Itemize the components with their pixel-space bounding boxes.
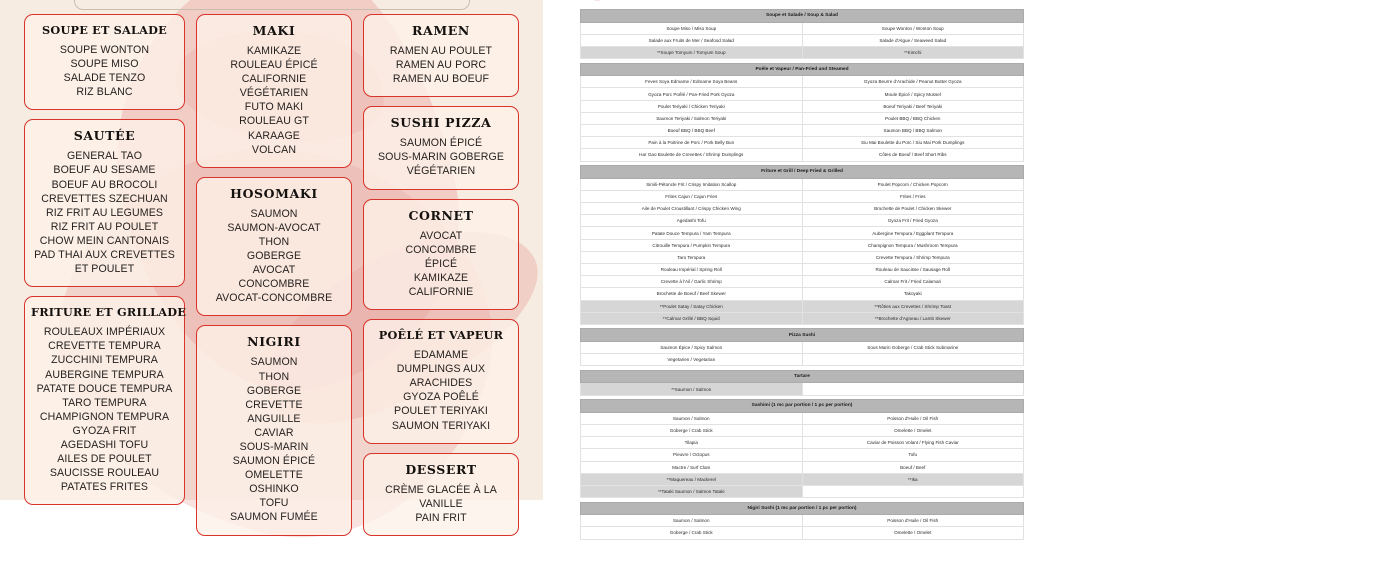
menu-category-title: MAKI bbox=[252, 23, 296, 38]
menu-item-cell: Aubergine Tempura / Eggplant Tempura bbox=[802, 227, 1024, 239]
table-row bbox=[581, 149, 1024, 161]
menu-category-card bbox=[363, 453, 519, 536]
menu-item-cell: Saumon / Salmon bbox=[581, 412, 803, 424]
table-row bbox=[581, 473, 1024, 485]
menu-item-cell: Moule Épicé / Spicy Mussel bbox=[802, 88, 1024, 100]
table-row bbox=[581, 461, 1024, 473]
menu-item: KAMIKAZE bbox=[246, 45, 302, 57]
menu-item-cell: Brochette de Poulet / Chicken Skewer bbox=[802, 203, 1024, 215]
menu-item: PATATES FRITES bbox=[60, 481, 149, 494]
table-section-header: Sashimi (1 mc par portion / 1 pc per portion) bbox=[581, 400, 1024, 413]
table-section-header-row bbox=[581, 63, 1024, 76]
menu-item: BOEUF AU SESAME bbox=[53, 164, 156, 177]
menu-category-title: DESSERT bbox=[405, 461, 477, 477]
menu-table bbox=[580, 9, 1024, 540]
table-section-header: Soupe et Salade / Soup & Salad bbox=[581, 10, 1024, 23]
menu-item: TARO TEMPURA bbox=[62, 396, 147, 409]
menu-item: CREVETTE bbox=[245, 398, 303, 411]
table-row bbox=[581, 46, 1024, 58]
menu-item-cell: **Rôties aux Crevettes / Shrimp Toast bbox=[802, 300, 1024, 312]
table-section-header: Pizza Sushi bbox=[581, 329, 1024, 342]
menu-item-cell: Saumon Épice / Spicy Salmon bbox=[581, 342, 803, 354]
table-section-header-row bbox=[581, 166, 1024, 179]
menu-column bbox=[363, 14, 519, 524]
menu-item: POULET TERIYAKI bbox=[394, 405, 488, 418]
menu-item-cell: **Kimchi bbox=[802, 46, 1024, 58]
menu-item: SOUPE MISO bbox=[70, 58, 139, 71]
poster-header-frame bbox=[74, 0, 470, 10]
menu-item: TOFU bbox=[259, 497, 289, 510]
menu-item-cell: Saumon BBQ / BBQ Salmon bbox=[802, 125, 1024, 137]
menu-item: SAUMON ÉPICÉ bbox=[232, 455, 316, 468]
menu-item: AUBERGINE TEMPURA bbox=[45, 368, 164, 381]
menu-item: GOBERGE bbox=[246, 250, 302, 263]
menu-category-title: NIGIRI bbox=[247, 334, 301, 350]
menu-item: ET POULET bbox=[74, 263, 135, 276]
menu-item: RIZ BLANC bbox=[76, 86, 133, 99]
table-row bbox=[581, 215, 1024, 227]
menu-item: CHAMPIGNON TEMPURA bbox=[39, 410, 170, 423]
table-row bbox=[581, 300, 1024, 312]
menu-item-cell: Poulet Teriyaki / Chicken Teriyaki bbox=[581, 100, 803, 112]
menu-item: AVOCAT bbox=[252, 264, 296, 277]
menu-item: KARAAGE bbox=[248, 129, 300, 142]
menu-item: ARACHIDES bbox=[409, 377, 473, 390]
menu-item: GENERAL TAO bbox=[66, 150, 143, 163]
menu-item: SAUMON TERIYAKI bbox=[391, 419, 491, 432]
menu-item-cell: Simili-Pétoncle Frit / Crispy Imitation Scallop bbox=[581, 178, 803, 190]
menu-item: GOBERGE bbox=[246, 384, 302, 397]
menu-item-cell: Patate Douce Tempura / Yam Tempura bbox=[581, 227, 803, 239]
menu-category-title: SAUTÉE bbox=[73, 128, 136, 144]
table-row bbox=[581, 412, 1024, 424]
menu-item-cell: Feves Soya Edmame / Edmame Soya Beans bbox=[581, 76, 803, 88]
menu-category-card bbox=[24, 119, 185, 287]
menu-item-cell: Salade aux Fruits de Mer / Seafood Salad bbox=[581, 34, 803, 46]
table-section-header: Friture et Grill / Deep Fried & Grilled bbox=[581, 166, 1024, 179]
menu-item: CREVETTE TEMPURA bbox=[48, 340, 161, 353]
menu-item-cell: Vegetarien / Vegetarian bbox=[581, 354, 803, 366]
menu-category-card bbox=[24, 14, 185, 110]
menu-item: KAMIKAZE bbox=[413, 271, 469, 284]
menu-category-card bbox=[363, 14, 519, 97]
menu-item-cell: Boeuf Teriyaki / Beef Teriyaki bbox=[802, 100, 1024, 112]
table-section-header: Poêle et Vapeur / Pan-Fried and Steamed bbox=[581, 63, 1024, 76]
menu-item-cell: Siu Mai Boulette du Porc / Siu Mai Pork Dumplings bbox=[802, 137, 1024, 149]
table-row bbox=[581, 276, 1024, 288]
table-row bbox=[581, 449, 1024, 461]
menu-item-cell: Mactre / Surf Clam bbox=[581, 461, 803, 473]
table-section-header: Tartare bbox=[581, 370, 1024, 383]
menu-item-cell: Salade d'Algue / Seaweed Salad bbox=[802, 34, 1024, 46]
menu-item-cell: Citrouille Tempura / Pumpkin Tempura bbox=[581, 239, 803, 251]
table-row bbox=[581, 76, 1024, 88]
menu-item-cell: **Saumon / Salmon bbox=[581, 383, 803, 395]
menu-item: SOUPE WONTON bbox=[59, 44, 150, 56]
menu-item-cell: **Maquereau / Mackerel bbox=[581, 473, 803, 485]
menu-item: CREVETTES SZECHUAN bbox=[41, 192, 168, 205]
table-section-header-row bbox=[581, 502, 1024, 515]
menu-item-cell: Takoyaki bbox=[802, 288, 1024, 300]
menu-item: RAMEN AU POULET bbox=[389, 45, 493, 57]
table-row bbox=[581, 485, 1024, 497]
menu-category-card bbox=[24, 296, 185, 505]
menu-category-card bbox=[363, 106, 519, 189]
menu-category-title: RAMEN bbox=[412, 23, 470, 38]
menu-item-cell bbox=[802, 485, 1024, 497]
table-row bbox=[581, 424, 1024, 436]
table-section-header-row bbox=[581, 329, 1024, 342]
menu-item-cell: Brochette de Boeuf / Beef Skewer bbox=[581, 288, 803, 300]
menu-item-cell: Omelette / Omelet bbox=[802, 424, 1024, 436]
menu-item: CONCOMBRE bbox=[405, 243, 477, 256]
menu-item-cell: **Soupe Tomyum / Tomyum Soup bbox=[581, 46, 803, 58]
table-row bbox=[581, 437, 1024, 449]
menu-item-cell: Saumon / Salmon bbox=[581, 515, 803, 527]
menu-item: AILES DE POULET bbox=[57, 453, 152, 466]
menu-item: VÉGÉTARIEN bbox=[239, 87, 309, 100]
menu-item-cell: Crevette Tempura / Shrimp Tempura bbox=[802, 251, 1024, 263]
menu-item-cell: Poulet Popcorn / Chicken Popcorn bbox=[802, 178, 1024, 190]
menu-item-cell: Champignon Tempura / Mushroom Tempura bbox=[802, 239, 1024, 251]
menu-item: SAUMON bbox=[250, 207, 298, 220]
menu-item-cell: Poulet BBQ / BBQ Chicken bbox=[802, 112, 1024, 124]
menu-item-cell: Tilapia bbox=[581, 437, 803, 449]
menu-item-cell: **Tataki Saumon / Salmon Tataki bbox=[581, 485, 803, 497]
table-row bbox=[581, 88, 1024, 100]
menu-item: SOUS-MARIN bbox=[239, 440, 309, 453]
menu-item-cell: Frites / Fries bbox=[802, 190, 1024, 202]
menu-item: ANGUILLE bbox=[247, 412, 301, 425]
menu-item: ÉPICÉ bbox=[424, 257, 458, 270]
menu-category-card bbox=[196, 177, 352, 317]
menu-item: SAUMON FUMÉE bbox=[230, 511, 318, 524]
menu-item-cell: Har Gao Boulette de Crevettes / Shrimp Dumplings bbox=[581, 149, 803, 161]
menu-item: VÉGÉTARIEN bbox=[406, 165, 476, 178]
menu-item-cell: Sous Marin Goberge / Crab Stick Submarine bbox=[802, 342, 1024, 354]
menu-item: SAUMON ÉPICÉ bbox=[399, 137, 483, 150]
menu-item: CHOW MEIN CANTONAIS bbox=[39, 234, 170, 247]
menu-item: GYOZA FRIT bbox=[72, 424, 137, 437]
menu-item: VANILLE bbox=[419, 497, 463, 510]
menu-item: RAMEN AU PORC bbox=[395, 59, 487, 72]
table-row bbox=[581, 34, 1024, 46]
menu-item: SAUMON bbox=[250, 356, 298, 369]
menu-item: CALIFORNIE bbox=[408, 285, 474, 298]
menu-category-card bbox=[363, 199, 519, 310]
menu-item-cell bbox=[802, 383, 1024, 395]
table-section-header-row bbox=[581, 370, 1024, 383]
table-row bbox=[581, 515, 1024, 527]
menu-category-title: SUSHI PIZZA bbox=[390, 115, 492, 131]
table-row bbox=[581, 383, 1024, 395]
menu-item: AVOCAT bbox=[419, 229, 463, 242]
table-row bbox=[581, 178, 1024, 190]
table-row bbox=[581, 342, 1024, 354]
menu-category-title: POÊLÉ ET VAPEUR bbox=[378, 328, 504, 343]
menu-item-cell: Crevette à l'Ail / Garlic Shrimp bbox=[581, 276, 803, 288]
menu-item: AVOCAT-CONCOMBRE bbox=[215, 292, 333, 305]
menu-item-cell: Côtes de Boeuf / Beef Short Ribs bbox=[802, 149, 1024, 161]
menu-item: PAIN FRIT bbox=[415, 511, 467, 524]
menu-item: PATATE DOUCE TEMPURA bbox=[36, 382, 173, 395]
table-row bbox=[581, 251, 1024, 263]
menu-column bbox=[24, 14, 185, 500]
table-row bbox=[581, 527, 1024, 539]
menu-item: DUMPLINGS AUX bbox=[396, 363, 486, 376]
menu-item: THON bbox=[258, 235, 290, 248]
menu-item: ROULEAUX IMPÉRIAUX bbox=[43, 326, 166, 339]
menu-item: CALIFORNIE bbox=[241, 73, 307, 86]
menu-item-cell: Saumon Teriyaki / Salmon Teriyaki bbox=[581, 112, 803, 124]
menu-item-cell: Taro Tempura bbox=[581, 251, 803, 263]
menu-item: BOEUF AU BROCOLI bbox=[51, 178, 158, 191]
menu-item: ROULEAU GT bbox=[239, 115, 309, 128]
menu-item-cell: Tofu bbox=[802, 449, 1024, 461]
menu-item: CAVIAR bbox=[254, 426, 294, 439]
menu-category-card bbox=[196, 325, 352, 535]
menu-item-cell: **Calmar Grillé / BBQ Squid bbox=[581, 312, 803, 324]
menu-item-cell: Goberge / Crab Stick bbox=[581, 527, 803, 539]
menu-item-cell: **Brochette d'Agneau / Lamb Skewer bbox=[802, 312, 1024, 324]
menu-item-cell: Rouleau de Saucisse / Sausage Roll bbox=[802, 263, 1024, 275]
table-section-header-row bbox=[581, 400, 1024, 413]
menu-item-cell: Gyoza Beurre d'Arachide / Peanut Butter Gyoza bbox=[802, 76, 1024, 88]
menu-item-cell: **Poulet Satay / Satay Chicken bbox=[581, 300, 803, 312]
table-row bbox=[581, 22, 1024, 34]
table-row bbox=[581, 263, 1024, 275]
menu-item: PAD THAI AUX CREVETTES bbox=[34, 249, 175, 262]
table-row bbox=[581, 239, 1024, 251]
menu-item-cell bbox=[802, 354, 1024, 366]
menu-item-cell: Boeuf / Beef bbox=[802, 461, 1024, 473]
table-row bbox=[581, 227, 1024, 239]
menu-item-cell: Poisson d'Huile / Oil Fish bbox=[802, 515, 1024, 527]
menu-item: CONCOMBRE bbox=[238, 278, 310, 291]
table-row bbox=[581, 112, 1024, 124]
menu-item-cell: Soupe Miso / Miso Soup bbox=[581, 22, 803, 34]
menu-item: AGEDASHI TOFU bbox=[60, 438, 149, 451]
menu-column bbox=[196, 14, 352, 524]
table-row bbox=[581, 312, 1024, 324]
menu-item-cell: Goberge / Crab Stick bbox=[581, 424, 803, 436]
menu-item-cell: Agedashi Tofu bbox=[581, 215, 803, 227]
menu-item: RAMEN AU BOEUF bbox=[392, 73, 490, 86]
menu-category-title: CORNET bbox=[408, 207, 474, 223]
table-row bbox=[581, 203, 1024, 215]
table-row bbox=[581, 288, 1024, 300]
menu-item-cell: Gyoza Porc Poêlé / Pan-Fried Pork Gyoza bbox=[581, 88, 803, 100]
menu-category-card bbox=[363, 319, 519, 444]
table-row bbox=[581, 100, 1024, 112]
table-row bbox=[581, 137, 1024, 149]
restaurant-logo-icon bbox=[580, 0, 632, 8]
table-row bbox=[581, 190, 1024, 202]
menu-item-cell: Pieuvre / Octopus bbox=[581, 449, 803, 461]
menu-item: OSHINKO bbox=[249, 483, 299, 496]
menu-item: FUTO MAKI bbox=[244, 101, 304, 114]
menu-category-title: FRITURE ET GRILLADE bbox=[31, 305, 187, 320]
menu-item: RIZ FRIT AU POULET bbox=[50, 220, 159, 233]
menu-item: OMELETTE bbox=[245, 469, 303, 482]
menu-item-cell: Poisson d'Huile / Oil Fish bbox=[802, 412, 1024, 424]
menu-item: SOUS-MARIN GOBERGE bbox=[378, 151, 504, 164]
bilingual-menu-sheet bbox=[543, 0, 1400, 536]
menu-item-cell: Rouleau Impérial / Spring Roll bbox=[581, 263, 803, 275]
menu-item: SAUMON-AVOCAT bbox=[227, 221, 321, 234]
menu-item-cell: Gyoza Frit / Fried Gyoza bbox=[802, 215, 1024, 227]
menu-item: SAUCISSE ROULEAU bbox=[49, 467, 160, 480]
menu-item: RIZ FRIT AU LEGUMES bbox=[45, 206, 164, 219]
menu-item: ROULEAU ÉPICÉ bbox=[230, 59, 318, 72]
menu-item-cell: Caviar de Poisson Volant / Flying Fish Caviar bbox=[802, 437, 1024, 449]
menu-columns bbox=[0, 14, 543, 524]
menu-item: THON bbox=[258, 370, 290, 383]
menu-item-cell: Frites Cajun / Cajun Fries bbox=[581, 190, 803, 202]
menu-category-title: SOUPE ET SALADE bbox=[42, 23, 167, 37]
table-section-header: Nigiri Sushi (1 mc par portion / 1 pc per portion) bbox=[581, 502, 1024, 515]
menu-item-cell: Pain à la Poitrine de Porc / Pork Belly Bun bbox=[581, 137, 803, 149]
menu-item-cell: Boeuf BBQ / BBQ Beef bbox=[581, 125, 803, 137]
menu-item-cell: Calmar Frit / Fried Calamari bbox=[802, 276, 1024, 288]
menu-item: CRÈME GLACÉE À LA bbox=[385, 483, 497, 496]
menu-category-card bbox=[196, 14, 352, 168]
table-section-header-row bbox=[581, 10, 1024, 23]
menu-item-cell: Omelette / Omelet bbox=[802, 527, 1024, 539]
menu-item: SALADE TENZO bbox=[63, 72, 146, 85]
menu-item: EDAMAME bbox=[413, 349, 469, 362]
table-row bbox=[581, 125, 1024, 137]
menu-item-cell: Aile de Poulet Croustillant / Crispy Chicken Wing bbox=[581, 203, 803, 215]
menu-item: ZUCCHINI TEMPURA bbox=[51, 354, 158, 367]
table-row bbox=[581, 354, 1024, 366]
menu-item-cell: **Ika bbox=[802, 473, 1024, 485]
menu-category-title: HOSOMAKI bbox=[230, 185, 318, 201]
menu-item: VOLCAN bbox=[251, 143, 297, 156]
menu-item-cell: Soupe Wonton / Wonton Soup bbox=[802, 22, 1024, 34]
menu-item: GYOZA POÊLÉ bbox=[403, 391, 479, 404]
menu-poster bbox=[0, 0, 543, 524]
